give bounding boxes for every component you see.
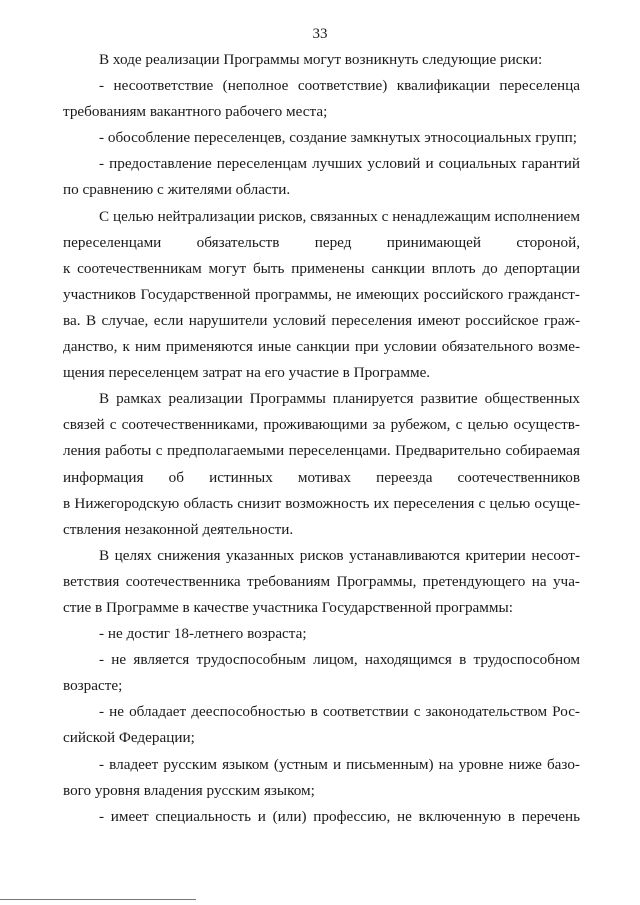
text-line: по сравнению с жителями области. <box>63 181 291 199</box>
text-line: ветствия соотечественника требованиям Программы, претендующего на уча- <box>63 572 580 590</box>
text-line: ва. В случае, если нарушители условий переселения имеют российское граж- <box>63 311 580 329</box>
text-line: - предоставление переселенцам лучших условий и социальных гарантий <box>99 155 580 173</box>
text-line: требованиям вакантного рабочего места; <box>63 103 328 121</box>
text-line: - не является трудоспособным лицом, находящимся в трудоспособном <box>99 651 580 669</box>
text-line: С целью нейтрализации рисков, связанных с ненадлежащим исполнением <box>99 207 580 225</box>
text-line: вого уровня владения русским языком; <box>63 781 315 799</box>
text-line: данство, к ним применяются иные санкции при условии обязательного возме- <box>63 338 580 356</box>
text-line: переселенцами обязательств перед принимающей стороной, <box>63 233 580 251</box>
text-line: - обособление переселенцев, создание замкнутых этносоциальных групп; <box>99 129 577 147</box>
text-line: к соотечественникам могут быть применены санкции вплоть до депортации <box>63 259 580 277</box>
text-line: связей с соотечественниками, проживающими за рубежом, с целью осуществ- <box>63 416 580 434</box>
text-line: В рамках реализации Программы планируется развитие общественных <box>99 390 580 408</box>
text-line: ствления незаконной деятельности. <box>63 520 294 538</box>
text-line: стие в Программе в качестве участника Государственной программы: <box>63 598 513 616</box>
text-line: в Нижегородскую область снизит возможность их переселения с целью осуще- <box>63 494 580 512</box>
text-line: - владеет русским языком (устным и письменным) на уровне ниже базо- <box>99 755 580 773</box>
text-line: возрасте; <box>63 677 123 695</box>
text-line: ления работы с предполагаемыми переселенцами. Предварительно собираемая <box>63 442 580 460</box>
document-body <box>63 47 580 830</box>
footer-rule <box>0 899 196 900</box>
text-line: - не достиг 18-летнего возраста; <box>99 625 307 643</box>
text-line: В ходе реализации Программы могут возникнуть следующие риски: <box>99 51 543 68</box>
text-line: участников Государственной программы, не имеющих российского гражданст- <box>63 285 580 303</box>
text-line: щения переселенцем затрат на его участие в Программе. <box>63 364 431 382</box>
text-line: информация об истинных мотивах переезда соотечественников <box>63 468 580 486</box>
text-line: - не обладает дееспособностью в соответствии с законодательством Рос- <box>99 703 580 721</box>
page-number: 33 <box>312 26 328 42</box>
text-line: В целях снижения указанных рисков устанавливаются критерии несоот- <box>99 546 580 564</box>
text-line: - имеет специальность и (или) профессию, не включенную в перечень <box>99 807 580 825</box>
text-line: - несоответствие (неполное соответствие) квалификации переселенца <box>99 77 580 95</box>
text-line: сийской Федерации; <box>63 729 195 747</box>
